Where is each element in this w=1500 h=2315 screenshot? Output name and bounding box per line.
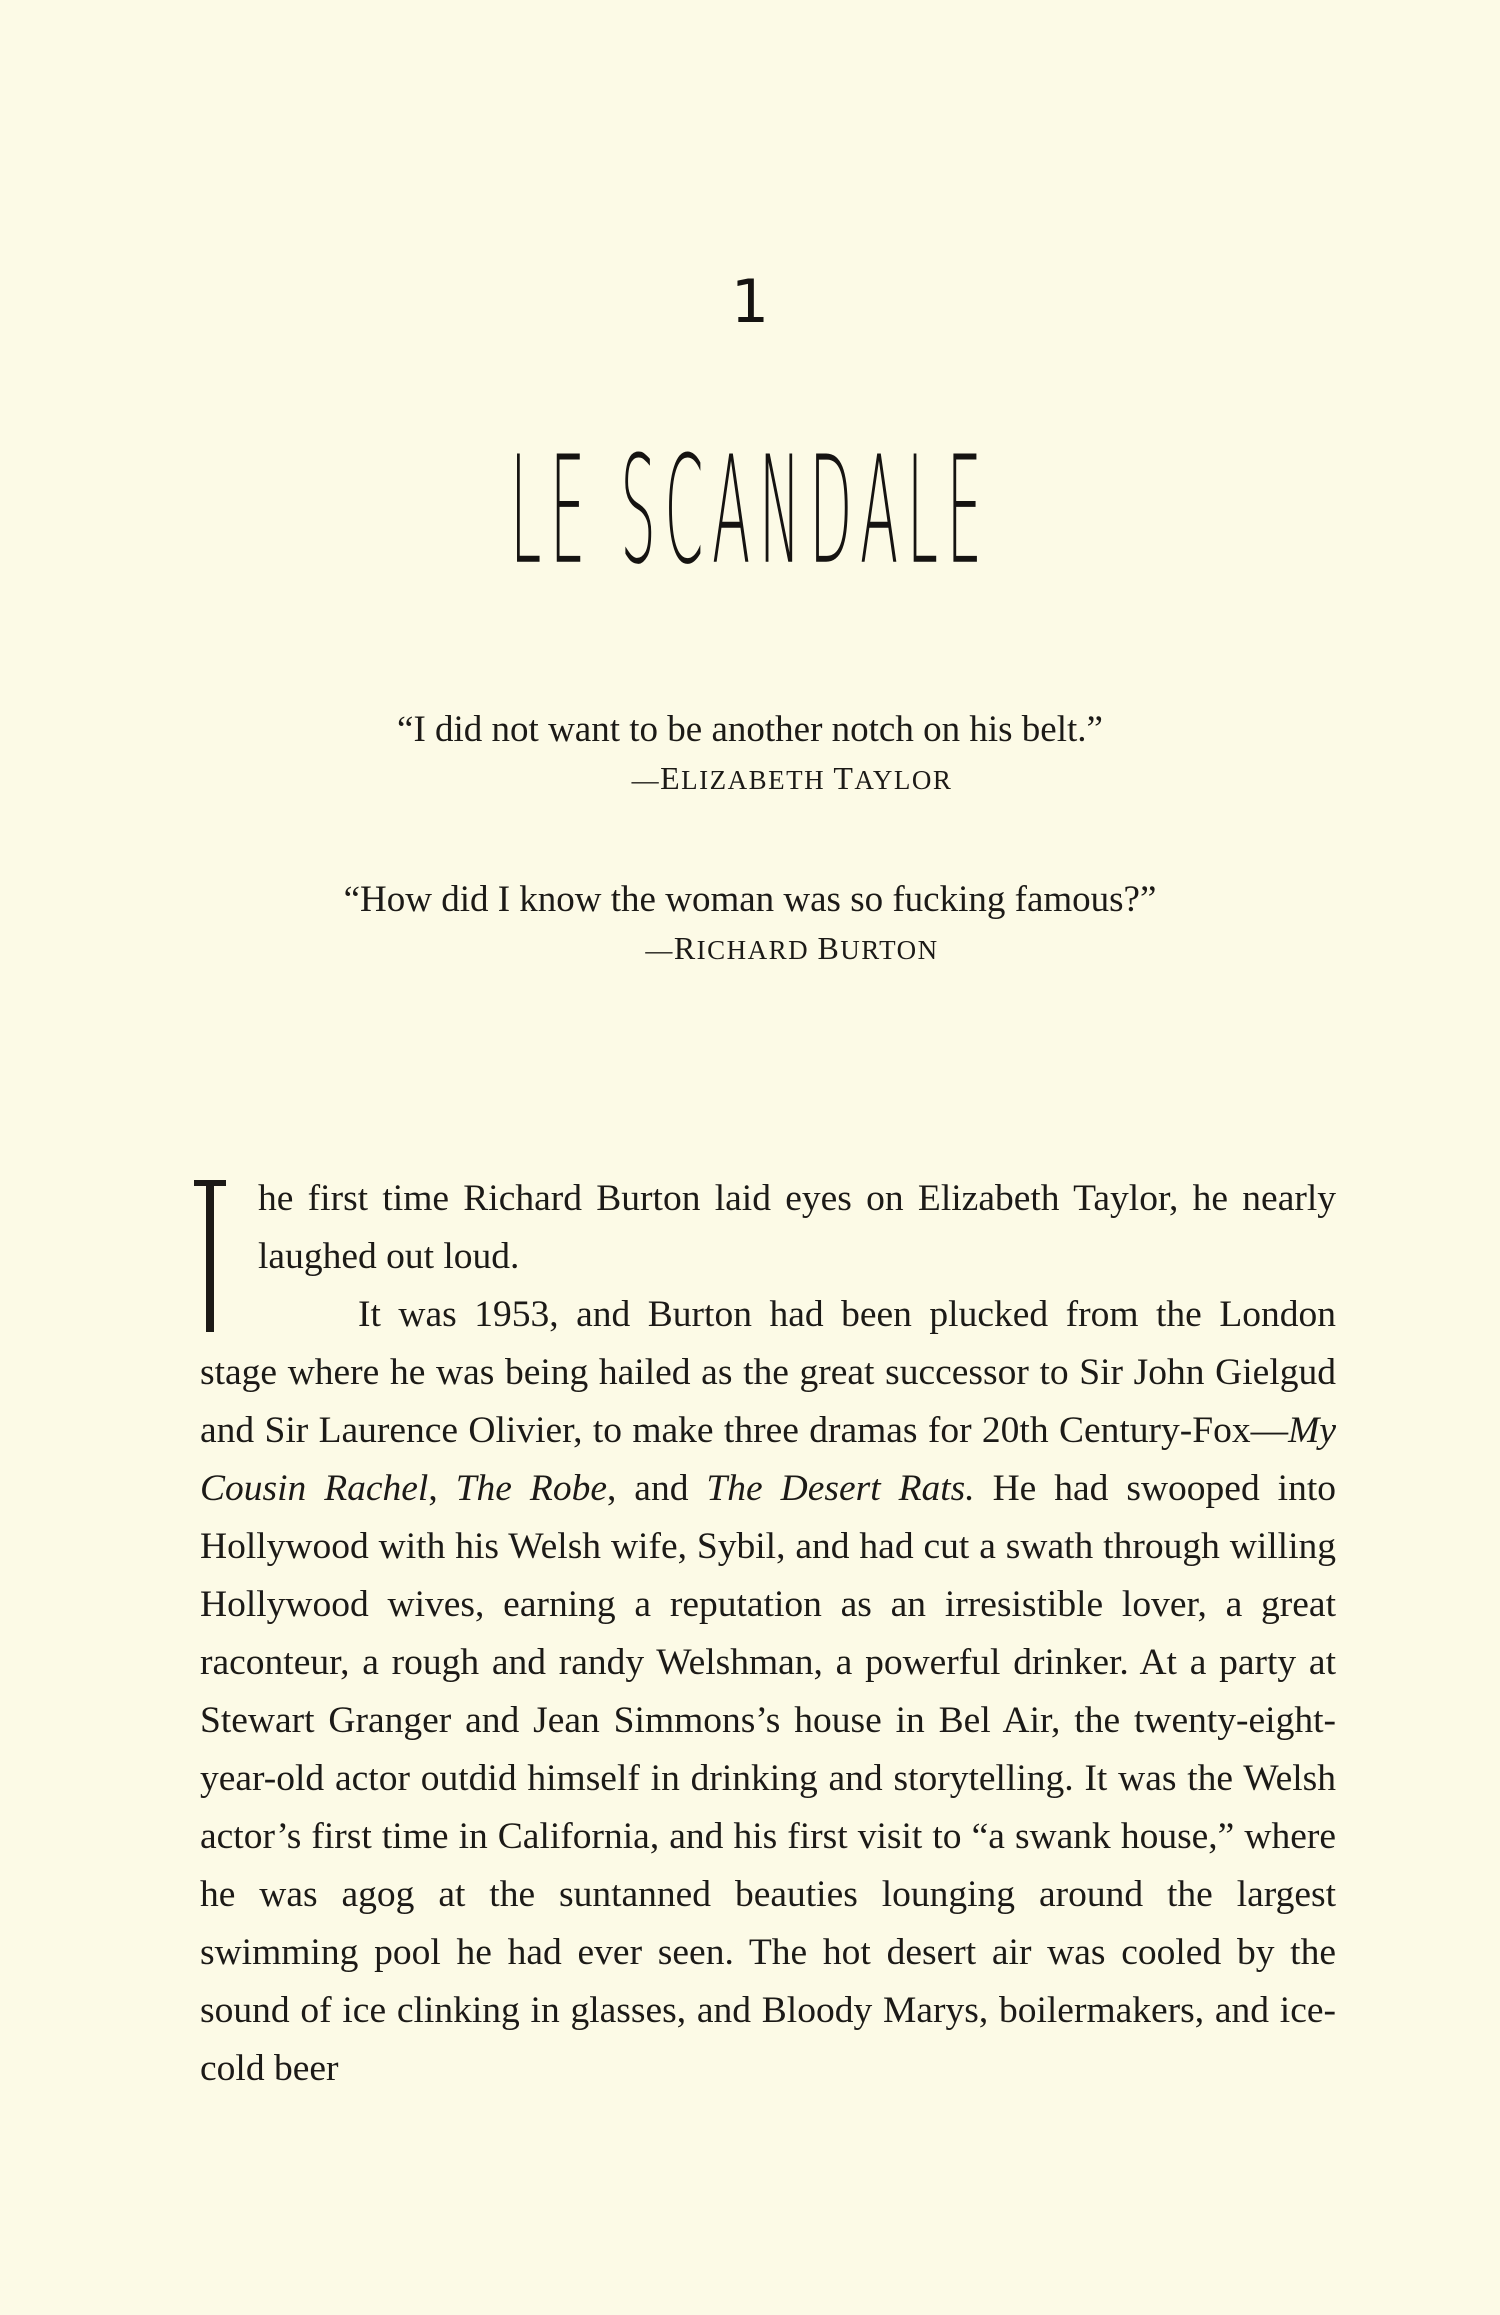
epigraph-attribution: —RICHARD BURTON <box>645 930 939 967</box>
epigraph-2 <box>0 878 1500 967</box>
body-text <box>200 1170 1336 2098</box>
drop-cap <box>200 1170 258 1338</box>
paragraph-2: It was 1953, and Burton had been plucked from the London stage where he was being hailed as the great successor to Sir John Gielgud and Sir Laurence Olivier, to make three dramas for 20th Century-Fox—My Cousin Rachel, The Robe, and The Desert Rats. He had swooped into Hollywood with his Welsh wife, Sybil, and had cut a swath through willing Hollywood wives, earning a reputation as an irresistible lover, a great raconteur, a rough and randy Welshman, a powerful drinker. At a party at Stewart Granger and Jean Simmons’s house in Bel Air, the twenty-eight-year-old actor outdid himself in drinking and storytelling. It was the Welsh actor’s first time in California, and his first visit to “a swank house,” where he was agog at the suntanned beauties lounging around the largest swimming pool he had ever seen. The hot desert air was cooled by the sound of ice clinking in glasses, and Bloody Marys, boilermakers, and ice-cold beer <box>200 1294 1336 2089</box>
chapter-title-text: LE SCANDALE <box>509 424 991 599</box>
paragraph-1 <box>200 1170 1336 1286</box>
epigraph-attribution: —ELIZABETH TAYLOR <box>631 760 953 797</box>
film-title: The Robe <box>455 1468 607 1509</box>
chapter-number: 1 <box>730 267 770 337</box>
epigraph-1 <box>0 708 1500 797</box>
epigraph-quote: “How did I know the woman was so fucking famous?” <box>343 879 1157 920</box>
chapter-title <box>0 424 1500 599</box>
film-title: The Desert Rats. <box>706 1468 975 1509</box>
paragraph-1-text: he first time Richard Burton laid eyes on Elizabeth Taylor, he nearly laughed out loud. <box>258 1178 1336 1277</box>
film-title: My Cousin Rachel <box>200 1410 1336 1509</box>
epigraph-quote: “I did not want to be another notch on his belt.” <box>397 709 1103 750</box>
